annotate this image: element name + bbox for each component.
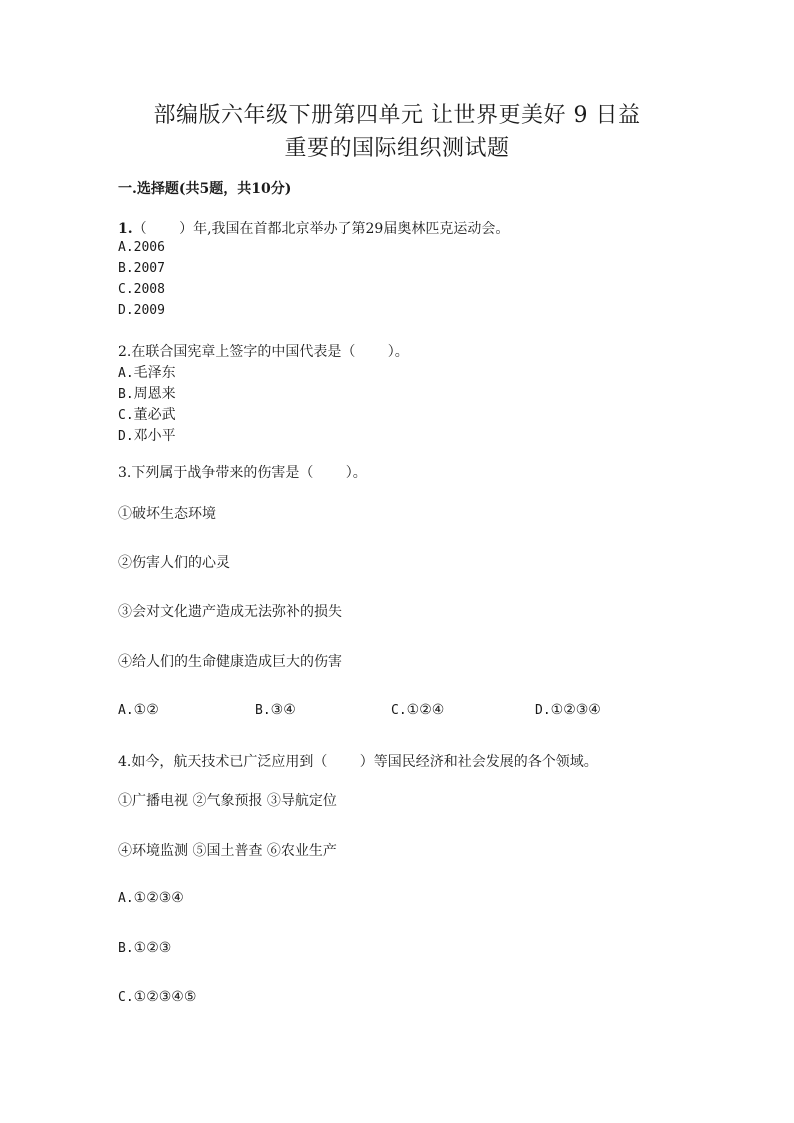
question-1-option-a: A.2006 — [118, 240, 165, 255]
question-3-option-b: B.③④ — [255, 702, 296, 718]
question-1 — [118, 218, 509, 238]
section-heading: 一.选择题(共5题，共10分) — [118, 181, 292, 197]
question-4 — [118, 751, 598, 771]
document-title-line1: 部编版六年级下册第四单元 让世界更美好 9 日益 — [153, 103, 641, 128]
question-4-number: 4. — [118, 754, 132, 770]
question-1-option-d: D.2009 — [118, 303, 165, 318]
question-4-items-row-1: ①广播电视 ②气象预报 ③导航定位 — [118, 793, 337, 809]
question-4-items-row-2: ④环境监测 ⑤国土普查 ⑥农业生产 — [118, 843, 337, 859]
question-1-text: （ ）年,我国在首都北京举办了第29届奥林匹克运动会。 — [132, 221, 510, 237]
question-1-number: 1. — [118, 221, 133, 237]
question-4-option-c: C.①②③④⑤ — [118, 989, 197, 1005]
question-3-number: 3. — [118, 465, 132, 481]
question-3 — [118, 462, 367, 482]
question-3-item-3: ③会对文化遗产造成无法弥补的损失 — [118, 604, 342, 620]
question-1-option-b: B.2007 — [118, 261, 165, 276]
question-3-text: 下列属于战争带来的伤害是（ ）。 — [131, 465, 367, 481]
question-2-option-d: D.邓小平 — [118, 428, 176, 444]
question-3-item-1: ①破坏生态环境 — [118, 506, 216, 522]
question-3-option-d: D.①②③④ — [535, 702, 601, 718]
question-1-option-c: C.2008 — [118, 282, 165, 297]
question-2-option-a: A.毛泽东 — [118, 365, 176, 381]
question-2-text: 在联合国宪章上签字的中国代表是（ ）。 — [131, 344, 409, 360]
question-3-item-2: ②伤害人们的心灵 — [118, 555, 230, 571]
question-3-option-c: C.①②④ — [391, 702, 445, 718]
question-4-text: 如今，航天技术已广泛应用到（ ）等国民经济和社会发展的各个领域。 — [131, 754, 598, 770]
document-title-line2: 重要的国际组织测试题 — [284, 136, 510, 161]
question-2-number: 2. — [118, 344, 132, 360]
question-4-option-a: A.①②③④ — [118, 890, 184, 906]
question-2 — [118, 341, 409, 361]
question-4-option-b: B.①②③ — [118, 940, 172, 956]
question-2-option-b: B.周恩来 — [118, 386, 176, 402]
question-3-item-4: ④给人们的生命健康造成巨大的伤害 — [118, 654, 342, 670]
question-2-option-c: C.董必武 — [118, 407, 176, 423]
question-3-option-a: A.①② — [118, 702, 159, 718]
